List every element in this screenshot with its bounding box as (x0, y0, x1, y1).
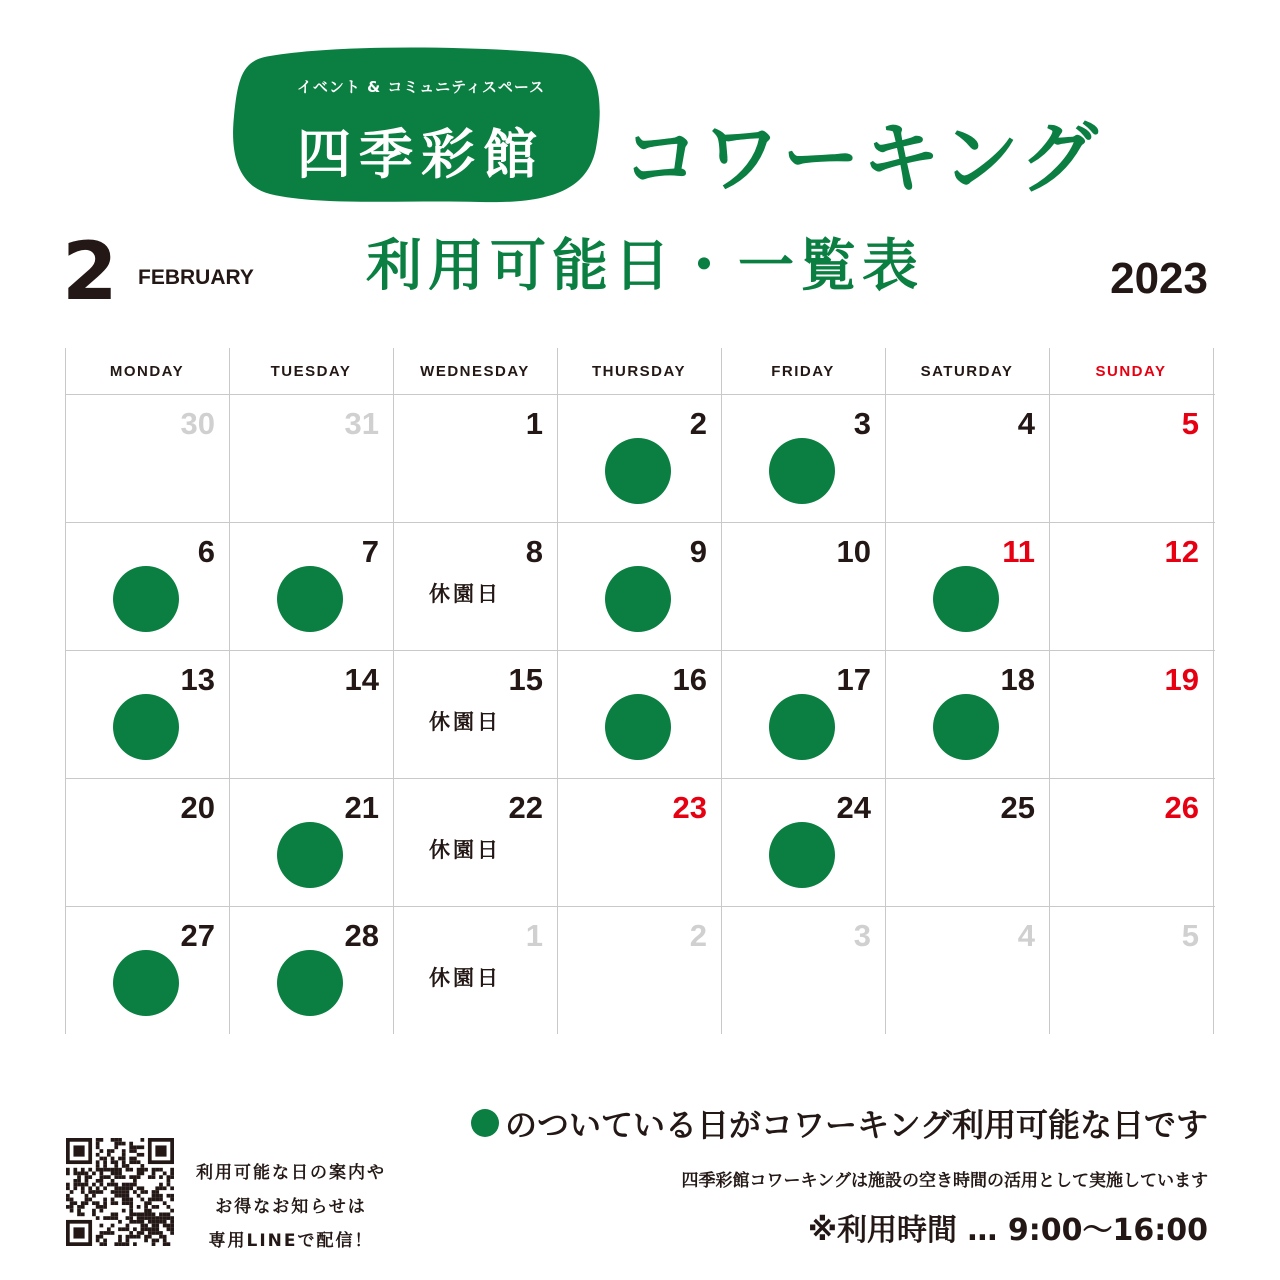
grid-divider (393, 348, 394, 1034)
available-dot-icon (605, 566, 671, 632)
day-number: 9 (689, 534, 707, 569)
day-number: 6 (197, 534, 215, 569)
day-number: 19 (1164, 662, 1199, 697)
day-number: 12 (1164, 534, 1199, 569)
day-number: 5 (1181, 406, 1199, 441)
day-cell (65, 522, 229, 650)
day-number: 2 (689, 918, 707, 953)
day-number: 5 (1181, 918, 1199, 953)
page-subtitle: 利用可能日・一覧表 (366, 234, 924, 299)
day-cell (65, 394, 229, 522)
usage-note: 四季彩館コワーキングは施設の空き時間の活用として実施しています (681, 1171, 1208, 1191)
day-number: 8 (525, 534, 543, 569)
weekday-header: FRIDAY (771, 362, 835, 380)
day-cell (393, 394, 557, 522)
day-cell (885, 394, 1049, 522)
day-number: 13 (180, 662, 215, 697)
available-dot-icon (277, 822, 343, 888)
day-number: 7 (361, 534, 379, 569)
day-number: 3 (853, 406, 871, 441)
day-cell (1049, 522, 1213, 650)
day-number: 10 (836, 534, 871, 569)
day-number: 4 (1017, 406, 1035, 441)
weekday-header: SUNDAY (1095, 362, 1167, 380)
day-number: 27 (180, 918, 215, 953)
day-cell (229, 522, 393, 650)
available-dot-icon (769, 694, 835, 760)
page-headline: コワーキング (622, 114, 1100, 204)
day-cell (557, 906, 721, 1034)
grid-divider (557, 348, 558, 1034)
usage-hours: ※利用時間 … 9:00〜16:00 (807, 1213, 1208, 1248)
day-cell (721, 522, 885, 650)
day-cell (557, 778, 721, 906)
available-dot-icon (277, 950, 343, 1016)
day-cell (65, 778, 229, 906)
weekday-header: THURSDAY (592, 362, 686, 380)
grid-divider (721, 348, 722, 1034)
grid-divider (65, 650, 1215, 651)
day-cell (721, 906, 885, 1034)
day-number: 21 (344, 790, 379, 825)
day-cell (229, 906, 393, 1034)
grid-divider (65, 348, 66, 1034)
available-dot-icon (933, 566, 999, 632)
day-number: 16 (672, 662, 707, 697)
day-cell (721, 394, 885, 522)
day-number: 25 (1000, 790, 1035, 825)
day-number: 18 (1000, 662, 1035, 697)
closed-day-label: 休園日 (429, 966, 501, 990)
available-dot-icon (933, 694, 999, 760)
line-caption-2: お得なお知らせは (215, 1197, 367, 1217)
line-caption (186, 1156, 396, 1258)
grid-divider (885, 348, 886, 1034)
day-cell (393, 906, 557, 1034)
logo-name: 四季彩館 (297, 123, 545, 186)
available-dot-icon (605, 694, 671, 760)
day-number: 2 (689, 406, 707, 441)
day-number: 11 (1002, 534, 1035, 569)
grid-divider (1049, 348, 1050, 1034)
available-dot-icon (113, 950, 179, 1016)
day-cell (885, 522, 1049, 650)
day-number: 14 (344, 662, 379, 697)
day-number: 31 (344, 406, 379, 441)
weekday-header: TUESDAY (270, 362, 352, 380)
available-dot-icon (113, 566, 179, 632)
day-cell (885, 906, 1049, 1034)
line-caption-3: 専用LINEで配信！ (208, 1231, 374, 1251)
day-cell (1049, 394, 1213, 522)
weekday-header: WEDNESDAY (420, 362, 530, 380)
day-number: 17 (836, 662, 871, 697)
calendar-grid (65, 348, 1215, 1034)
day-cell (65, 650, 229, 778)
day-cell (721, 650, 885, 778)
grid-divider (65, 778, 1215, 779)
day-cell (1049, 906, 1213, 1034)
day-cell (229, 778, 393, 906)
day-number: 20 (180, 790, 215, 825)
grid-divider (65, 522, 1215, 523)
day-cell (885, 778, 1049, 906)
day-cell (885, 650, 1049, 778)
day-cell (1049, 650, 1213, 778)
day-cell (557, 522, 721, 650)
day-number: 23 (672, 790, 707, 825)
weekday-header: MONDAY (109, 362, 185, 380)
day-cell (393, 650, 557, 778)
month-name: FEBRUARY (138, 266, 254, 289)
day-number: 1 (525, 918, 543, 953)
day-number: 15 (508, 662, 543, 697)
line-caption-1: 利用可能な日の案内や (196, 1163, 386, 1183)
grid-divider (229, 348, 230, 1034)
day-cell (393, 522, 557, 650)
available-dot-icon (769, 822, 835, 888)
day-cell (229, 394, 393, 522)
month-number: 2 (62, 225, 118, 318)
day-cell (393, 778, 557, 906)
day-cell (557, 394, 721, 522)
closed-day-label: 休園日 (429, 710, 501, 734)
day-number: 22 (508, 790, 543, 825)
day-number: 26 (1164, 790, 1199, 825)
day-number: 30 (180, 406, 215, 441)
day-cell (229, 650, 393, 778)
available-dot-icon (277, 566, 343, 632)
legend-text: のついている日がコワーキング利用可能な日です (504, 1106, 1208, 1144)
grid-divider (1213, 348, 1214, 1034)
day-number: 24 (836, 790, 871, 825)
weekday-header: SATURDAY (920, 362, 1014, 380)
day-number: 4 (1017, 918, 1035, 953)
day-cell (721, 778, 885, 906)
day-cell (65, 906, 229, 1034)
logo-subtitle: イベント & コミュニティスペース (296, 78, 546, 96)
grid-divider (65, 394, 1215, 395)
day-number: 28 (344, 918, 379, 953)
day-cell (557, 650, 721, 778)
qr-code-icon[interactable] (66, 1138, 174, 1246)
availability-legend (471, 1100, 1208, 1146)
available-dot-icon (605, 438, 671, 504)
closed-day-label: 休園日 (429, 582, 501, 606)
available-dot-icon (769, 438, 835, 504)
available-dot-icon (113, 694, 179, 760)
year: 2023 (1110, 254, 1208, 303)
day-number: 3 (853, 918, 871, 953)
available-dot-icon (471, 1109, 499, 1137)
day-cell (1049, 778, 1213, 906)
day-number: 1 (525, 406, 543, 441)
closed-day-label: 休園日 (429, 838, 501, 862)
grid-divider (65, 906, 1215, 907)
